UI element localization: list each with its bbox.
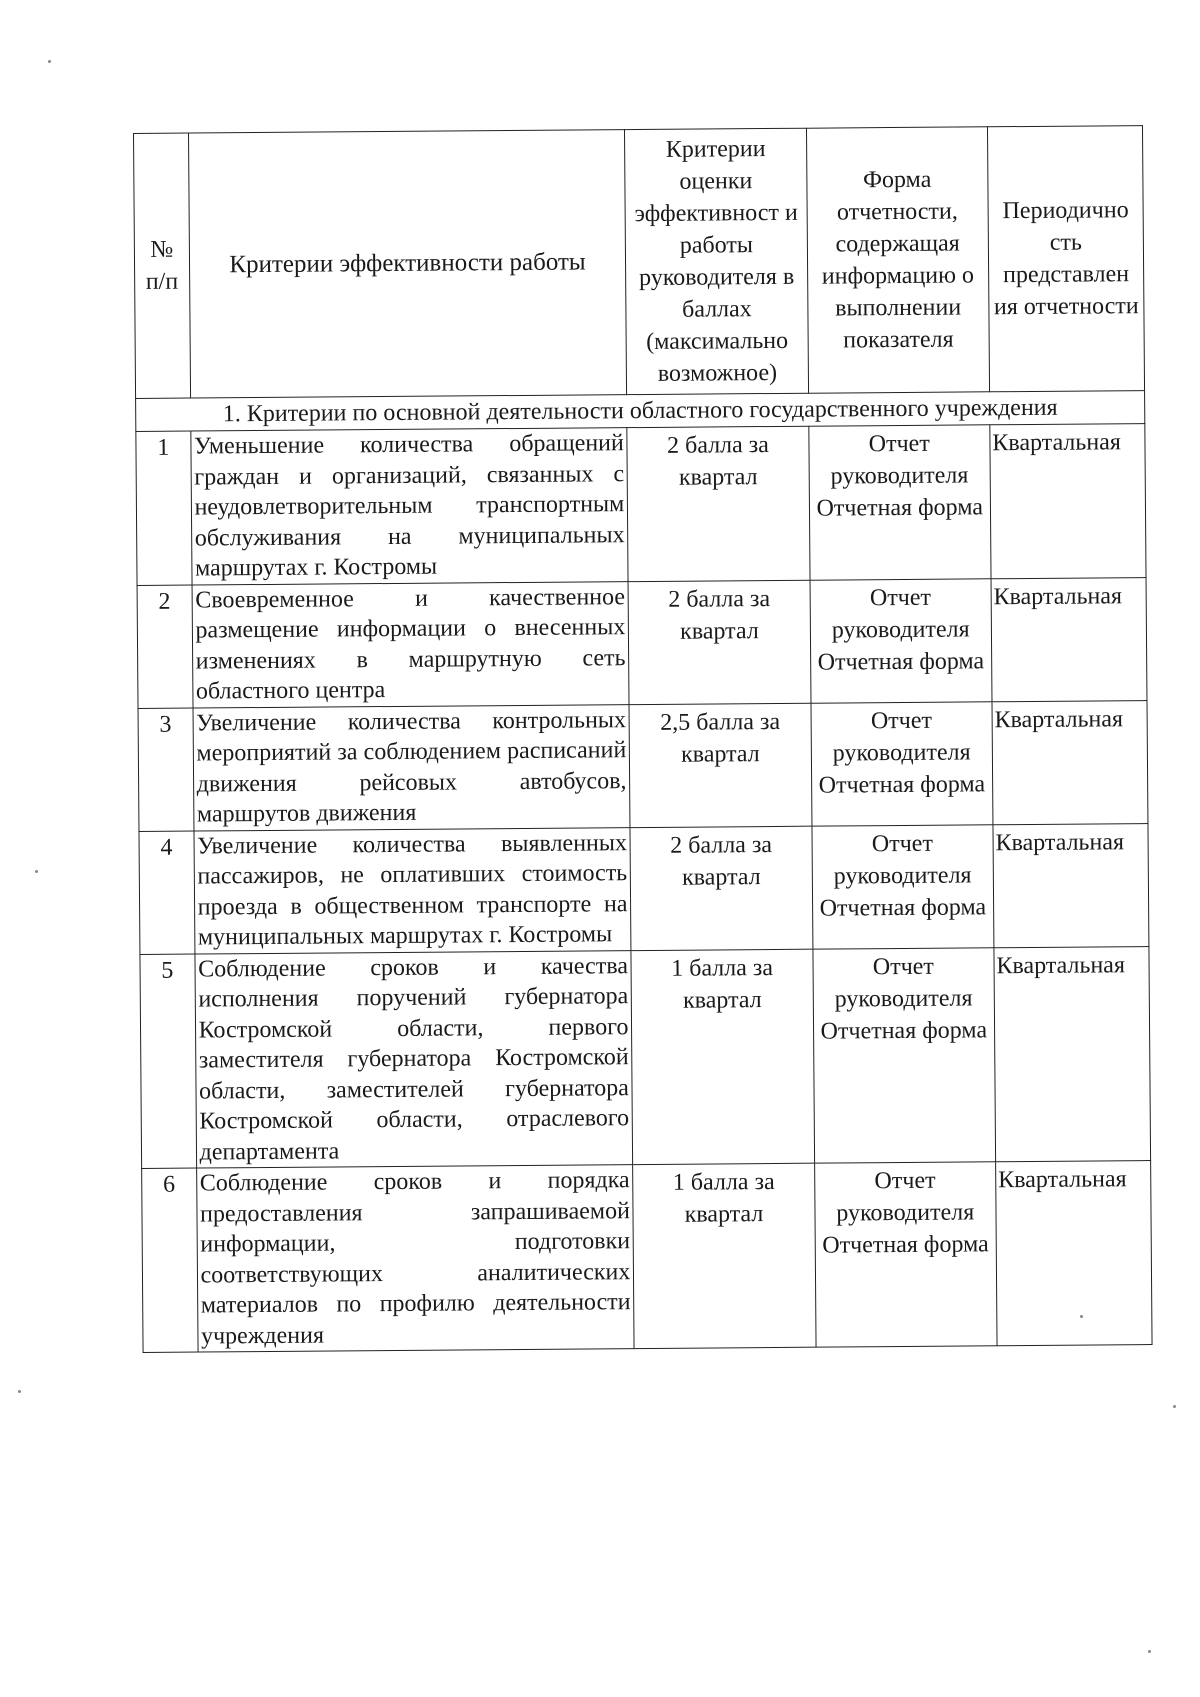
header-points: Критерии оценки эффективност и работы руководителя в баллах (максимально возможное) [625,128,808,394]
table-row [137,577,1147,708]
row-criteria: Своевременное и качественное размещение информации о внесенных изменениях в маршрутную сеть областного центра [192,581,630,707]
row-periodicity: Квартальная [996,1161,1153,1346]
header-number: № п/п [134,133,191,398]
scan-speck [1080,1315,1083,1318]
scan-speck [35,870,38,873]
row-criteria: Увеличение количества выявленных пассажиров, не оплативших стоимость проезда в общественном транспорте на муниципальных маршрутах г. Костромы [194,827,632,953]
scan-speck [48,60,51,63]
table-header-row [134,126,1145,399]
row-points: 2 балла за квартал [630,826,812,950]
row-periodicity: Квартальная [994,946,1151,1162]
row-number: 1 [136,431,192,585]
row-report-form: Отчет руководителя Отчетная форма [808,425,990,580]
row-points: 1 балла за квартал [633,1163,816,1348]
table-row [139,823,1149,954]
row-report-form: Отчет руководителя Отчетная форма [812,824,994,948]
row-criteria: Соблюдение сроков и качества исполнения поручений губернатора Костромской области, первого заместителя губернатора Костромской области, заместителей губернатора Костромской области, отраслевого департамента [195,950,633,1168]
row-report-form: Отчет руководителя Отчетная форма [811,701,993,825]
row-report-form: Отчет руководителя Отчетная форма [810,578,992,702]
criteria-table [133,125,1153,1353]
row-number: 3 [138,708,194,831]
header-periodicity: Периодично сть представлен ия отчетности [987,126,1144,392]
header-criteria: Критерии эффективности работы [188,130,627,398]
row-criteria: Уменьшение количества обращений граждан и организаций, связанных с неудовлетворительным транспортным обслуживания на муниципальных маршрутах г. Костромы [190,428,628,585]
scan-speck [1173,1405,1176,1408]
table-row [136,424,1146,585]
row-criteria: Увеличение количества контрольных мероприятий за соблюдением расписаний движения рейсовых автобусов, маршрутов движения [193,704,631,830]
scan-speck [18,1390,21,1393]
row-number: 4 [139,831,195,954]
row-report-form: Отчет руководителя Отчетная форма [813,947,996,1163]
row-number: 6 [142,1168,198,1352]
row-points: 1 балла за квартал [631,949,814,1165]
scan-speck [1148,1650,1151,1653]
table-row [138,700,1148,831]
row-periodicity: Квартальная [993,823,1149,947]
row-report-form: Отчет руководителя Отчетная форма [814,1162,997,1347]
row-periodicity: Квартальная [992,700,1148,824]
row-points: 2,5 балла за квартал [629,703,811,827]
row-number: 2 [137,585,193,708]
table-row [142,1161,1152,1353]
table-row [140,946,1151,1168]
section-title: 1. Критерии по основной деятельности областного государственного учреждения [136,391,1145,432]
header-report-form: Форма отчетности, содержащая информацию о выполнении показателя [806,127,989,393]
row-periodicity: Квартальная [991,577,1147,701]
row-points: 2 балла за квартал [628,580,810,704]
row-periodicity: Квартальная [990,424,1146,579]
row-criteria: Соблюдение сроков и порядка предоставления запрашиваемой информации, подготовки соответствующих аналитических материалов по профилю деятельности учреждения [196,1165,634,1352]
row-points: 2 балла за квартал [627,426,809,581]
row-number: 5 [140,954,196,1169]
